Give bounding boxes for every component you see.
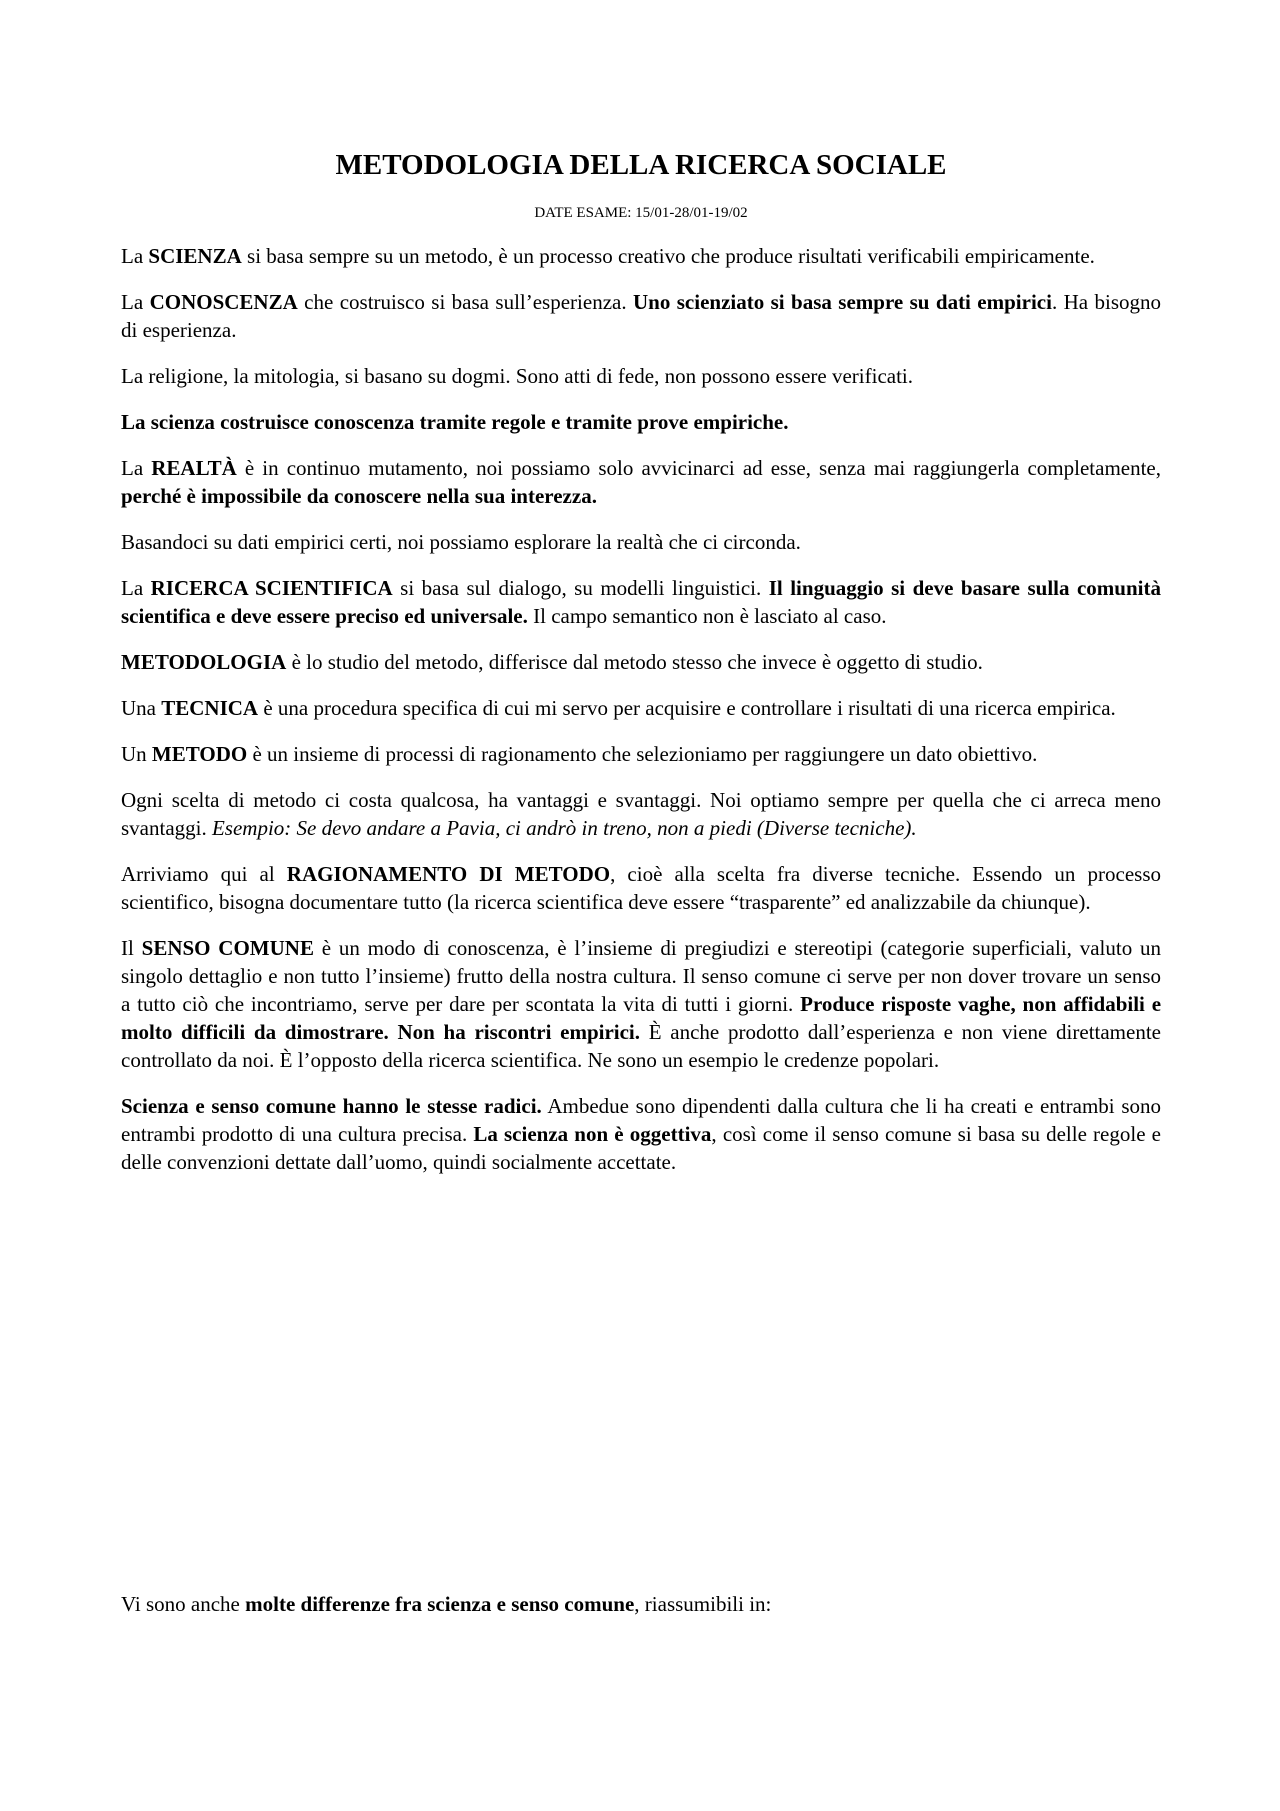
text-run: è una procedura specifica di cui mi servo per acquisire e controllare i risultati di una ricerca empirica. <box>258 696 1116 720</box>
paragraph <box>121 934 1161 1074</box>
bold-text: METODOLOGIA <box>121 650 287 674</box>
text-run: è un modo di conoscenza, è l’insieme di pregiudizi e stereotipi (categorie superficiali, valuto un singolo dettaglio e non tutto l’insieme) frutto della nostra cultura. Il senso comune ci serve per non dover trovare un senso a tutto ciò che incontriamo, serve per dare per scontata la vita di tutti i giorni. <box>121 936 1162 1016</box>
paragraph <box>121 288 1161 344</box>
text-run: La <box>121 244 149 268</box>
paragraph <box>121 860 1161 916</box>
bold-text: METODO <box>151 742 248 766</box>
text-run: La <box>121 576 151 600</box>
text-run: si basa sul dialogo, su modelli linguistici. <box>392 576 769 600</box>
paragraph <box>121 362 1161 390</box>
text-run: La <box>121 456 152 480</box>
bold-text: La scienza non è oggettiva <box>473 1122 712 1146</box>
paragraph <box>121 454 1161 510</box>
text-run: Una <box>121 696 162 720</box>
text-run: Vi sono anche <box>121 1592 246 1616</box>
bold-text: TECNICA <box>161 696 259 720</box>
paragraph <box>121 528 1161 556</box>
paragraph <box>121 648 1161 676</box>
closing-paragraph <box>121 1590 1161 1618</box>
text-run: si basa sempre su un metodo, è un processo creativo che produce risultati verificabili empiricamente. <box>241 244 1095 268</box>
text-run: È anche prodotto dall’esperienza e non viene direttamente controllato da noi. È l’opposto della ricerca scientifica. Ne sono un esempio le credenze popolari. <box>121 1020 1161 1072</box>
paragraph <box>121 408 1161 436</box>
bold-text: Il linguaggio si deve basare sulla comunità scientifica e deve essere preciso ed universale. <box>121 576 1161 628</box>
text-run: Basandoci su dati empirici certi, noi possiamo esplorare la realtà che ci circonda. <box>121 530 801 554</box>
text-run: . Ha bisogno di esperienza. <box>121 290 1161 342</box>
bold-text: Scienza e senso comune hanno le stesse radici. <box>121 1094 542 1118</box>
text-run: è lo studio del metodo, differisce dal metodo stesso che invece è oggetto di studio. <box>286 650 983 674</box>
text-run: , così come il senso comune si basa su delle regole e delle convenzioni dettate dall’uomo, quindi socialmente accettate. <box>121 1122 1161 1174</box>
text-run: La <box>121 290 150 314</box>
document-body <box>121 242 1161 1194</box>
text-run: Il campo semantico non è lasciato al caso. <box>527 604 887 628</box>
bold-text: SENSO COMUNE <box>141 936 314 960</box>
paragraph <box>121 574 1161 630</box>
bold-text: Uno scienziato si basa sempre su dati empirici <box>633 290 1052 314</box>
text-run: La religione, la mitologia, si basano su dogmi. Sono atti di fede, non possono essere verificati. <box>121 364 914 388</box>
paragraph <box>121 786 1161 842</box>
bold-text: RAGIONAMENTO DI METODO <box>286 862 611 886</box>
bold-text: perché è impossibile da conoscere nella sua interezza. <box>121 484 597 508</box>
text-run: , cioè alla scelta fra diverse tecniche. Essendo un processo scientifico, bisogna documentare tutto (la ricerca scientifica deve essere “trasparente” ed analizzabile da chiunque). <box>121 862 1161 914</box>
text-run: Ogni scelta di metodo ci costa qualcosa, ha vantaggi e svantaggi. Noi optiamo sempre per quella che ci arreca meno svantaggi. <box>121 788 1161 840</box>
text-run: Arriviamo qui al <box>121 862 287 886</box>
text-run: Ambedue sono dipendenti dalla cultura che li ha creati e entrambi sono entrambi prodotto di una cultura precisa. <box>121 1094 1161 1146</box>
bold-text: Produce risposte vaghe, non affidabili e molto difficili da dimostrare. Non ha riscontri empirici. <box>121 992 1162 1044</box>
text-run: che costruisco si basa sull’esperienza. <box>297 290 633 314</box>
paragraph <box>121 740 1161 768</box>
bold-text: REALTÀ <box>151 456 237 480</box>
document-title: METODOLOGIA DELLA RICERCA SOCIALE <box>335 149 947 181</box>
text-run: , riassumibili in: <box>634 1592 772 1616</box>
text-run: è in continuo mutamento, noi possiamo solo avvicinarci ad esse, senza mai raggiungerla completamente, <box>236 456 1162 480</box>
paragraph <box>121 1092 1161 1176</box>
paragraph <box>121 694 1161 722</box>
bold-text: molte differenze fra scienza e senso comune <box>245 1592 635 1616</box>
bold-text: CONOSCENZA <box>149 290 298 314</box>
paragraph <box>121 242 1161 270</box>
text-run: è un insieme di processi di ragionamento che selezioniamo per raggiungere un dato obiettivo. <box>247 742 1038 766</box>
text-run: Un <box>121 742 152 766</box>
bold-text: La scienza costruisce conoscenza tramite regole e tramite prove empiriche. <box>121 410 789 434</box>
bold-text: SCIENZA <box>148 244 242 268</box>
exam-dates: DATE ESAME: 15/01-28/01-19/02 <box>534 205 748 221</box>
text-run: Il <box>121 936 142 960</box>
italic-text: Esempio: Se devo andare a Pavia, ci andrò in treno, non a piedi (Diverse tecniche). <box>211 816 917 840</box>
bold-text: RICERCA SCIENTIFICA <box>150 576 393 600</box>
